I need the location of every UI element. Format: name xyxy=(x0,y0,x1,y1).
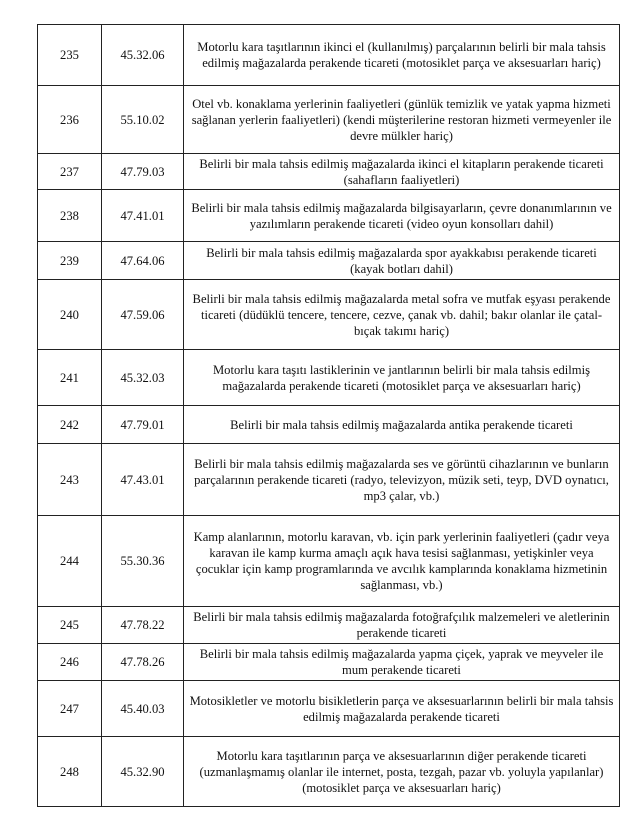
row-number: 243 xyxy=(38,444,102,516)
row-number: 236 xyxy=(38,86,102,154)
activity-description: Belirli bir mala tahsis edilmiş mağazalarda ikinci el kitapların perakende ticareti (sahafların faaliyetleri) xyxy=(184,154,620,190)
activity-code: 47.41.01 xyxy=(102,190,184,242)
activity-description: Motorlu kara taşıtlarının parça ve aksesuarlarının diğer perakende ticareti (uzmanlaşmamış olanlar ile internet, posta, tezgah, pazar vb. yoluyla yapılanlar) (motosiklet parça ve aksesuarları hariç) xyxy=(184,737,620,807)
row-number: 240 xyxy=(38,280,102,350)
row-number: 248 xyxy=(38,737,102,807)
activity-description: Belirli bir mala tahsis edilmiş mağazalarda metal sofra ve mutfak eşyası perakende ticareti (düdüklü tencere, tencere, cezve, çanak vb. dahil; bakır olanlar ile çatal-bıçak takımı hariç) xyxy=(184,280,620,350)
row-number: 247 xyxy=(38,681,102,737)
activity-description: Belirli bir mala tahsis edilmiş mağazalarda bilgisayarların, çevre donanımlarının ve yazılımların perakende ticareti (video oyun konsolları dahil) xyxy=(184,190,620,242)
activity-description: Motorlu kara taşıtlarının ikinci el (kullanılmış) parçalarının belirli bir mala tahsis edilmiş mağazalarda perakende ticareti (motosiklet parça ve aksesuarları hariç) xyxy=(184,25,620,86)
activity-code: 47.59.06 xyxy=(102,280,184,350)
activity-description: Otel vb. konaklama yerlerinin faaliyetleri (günlük temizlik ve yatak yapma hizmeti sağlanan yerlerin faaliyetleri) (kendi müşterilerine restoran hizmeti vermeyenler ile devre mülkler hariç) xyxy=(184,86,620,154)
activity-code: 55.30.36 xyxy=(102,516,184,607)
activity-code: 47.79.03 xyxy=(102,154,184,190)
table-row xyxy=(38,25,620,86)
row-number: 239 xyxy=(38,242,102,280)
activity-code-table xyxy=(37,24,620,807)
activity-description: Motosikletler ve motorlu bisikletlerin parça ve aksesuarlarının belirli bir mala tahsis edilmiş mağazalarda perakende ticareti xyxy=(184,681,620,737)
activity-code: 45.40.03 xyxy=(102,681,184,737)
activity-code: 45.32.90 xyxy=(102,737,184,807)
table-row xyxy=(38,444,620,516)
table-row xyxy=(38,242,620,280)
table-row xyxy=(38,154,620,190)
row-number: 246 xyxy=(38,644,102,681)
activity-code: 47.78.22 xyxy=(102,607,184,644)
row-number: 244 xyxy=(38,516,102,607)
row-number: 245 xyxy=(38,607,102,644)
activity-code: 45.32.03 xyxy=(102,350,184,406)
activity-code: 55.10.02 xyxy=(102,86,184,154)
table-row xyxy=(38,681,620,737)
activity-description: Belirli bir mala tahsis edilmiş mağazalarda ses ve görüntü cihazlarının ve bunların parçalarının perakende ticareti (radyo, televizyon, müzik seti, teyp, DVD oynatıcı, mp3 çalar, vb.) xyxy=(184,444,620,516)
table-row xyxy=(38,737,620,807)
activity-description: Belirli bir mala tahsis edilmiş mağazalarda antika perakende ticareti xyxy=(184,406,620,444)
table-row xyxy=(38,350,620,406)
activity-code: 45.32.06 xyxy=(102,25,184,86)
table-row xyxy=(38,280,620,350)
table-row xyxy=(38,406,620,444)
row-number: 242 xyxy=(38,406,102,444)
table-row xyxy=(38,516,620,607)
activity-description: Motorlu kara taşıtı lastiklerinin ve jantlarının belirli bir mala tahsis edilmiş mağazalarda perakende ticareti (motosiklet parça ve aksesuarları hariç) xyxy=(184,350,620,406)
table-row xyxy=(38,644,620,681)
table-row xyxy=(38,607,620,644)
activity-code: 47.78.26 xyxy=(102,644,184,681)
row-number: 237 xyxy=(38,154,102,190)
row-number: 238 xyxy=(38,190,102,242)
activity-description: Kamp alanlarının, motorlu karavan, vb. için park yerlerinin faaliyetleri (çadır veya karavan ile kamp kurma amaçlı açık hava tesisi sağlanması, yetişkinler veya çocuklar için kamp programlarında ve avcılık kamplarında konaklama hizmetinin sağlanması, vb.) xyxy=(184,516,620,607)
activity-description: Belirli bir mala tahsis edilmiş mağazalarda fotoğrafçılık malzemeleri ve aletlerinin perakende ticareti xyxy=(184,607,620,644)
table-row xyxy=(38,86,620,154)
table-row xyxy=(38,190,620,242)
activity-code: 47.64.06 xyxy=(102,242,184,280)
row-number: 235 xyxy=(38,25,102,86)
row-number: 241 xyxy=(38,350,102,406)
activity-code: 47.79.01 xyxy=(102,406,184,444)
activity-description: Belirli bir mala tahsis edilmiş mağazalarda yapma çiçek, yaprak ve meyveler ile mum perakende ticareti xyxy=(184,644,620,681)
activity-code: 47.43.01 xyxy=(102,444,184,516)
activity-description: Belirli bir mala tahsis edilmiş mağazalarda spor ayakkabısı perakende ticareti (kayak botları dahil) xyxy=(184,242,620,280)
